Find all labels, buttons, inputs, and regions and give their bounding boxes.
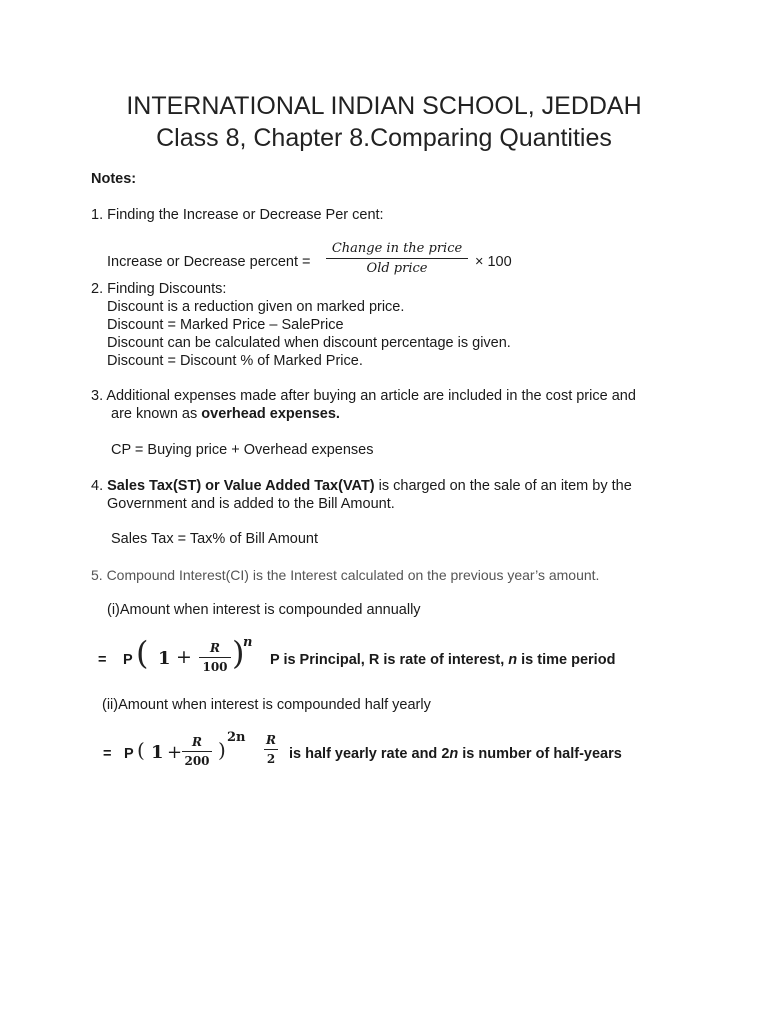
item3-line2 bbox=[111, 406, 340, 422]
half-denominator: 200 bbox=[184, 754, 210, 768]
item4-number: 4. bbox=[91, 478, 108, 494]
half-fraction bbox=[182, 735, 212, 768]
annual-one: 1 bbox=[158, 648, 171, 669]
item1-denominator: Old price bbox=[366, 261, 428, 276]
item2-line: Discount can be calculated when discount percentage is given. bbox=[107, 335, 511, 351]
item1-multiplier: × 100 bbox=[475, 254, 512, 270]
overhead-expenses-term: overhead expenses. bbox=[201, 406, 340, 422]
fraction-bar bbox=[199, 657, 231, 658]
close-paren: ) bbox=[218, 738, 226, 762]
item2-line: Discount is a reduction given on marked price. bbox=[107, 299, 405, 315]
item5-heading: 5. Compound Interest(CI) is the Interest calculated on the previous year’s amount. bbox=[91, 567, 600, 583]
item4-rest: is charged on the sale of an item by the bbox=[374, 478, 632, 494]
item2-heading: 2. Finding Discounts: bbox=[91, 281, 227, 297]
half-plus: + bbox=[167, 742, 183, 763]
annual-heading: (i)Amount when interest is compounded annually bbox=[107, 602, 421, 618]
item3-line2-prefix: are known as bbox=[111, 406, 202, 422]
item1-formula-lhs: Increase or Decrease percent = bbox=[107, 254, 311, 270]
annual-numerator: R bbox=[210, 641, 220, 655]
half-numerator: R bbox=[192, 735, 202, 749]
item4-formula: Sales Tax = Tax% of Bill Amount bbox=[111, 531, 319, 547]
item1-heading: 1. Finding the Increase or Decrease Per cent: bbox=[91, 207, 384, 223]
open-paren: ( bbox=[137, 738, 145, 762]
notes-label: Notes: bbox=[91, 171, 137, 187]
annual-denominator: 100 bbox=[202, 660, 228, 674]
open-paren: ( bbox=[136, 634, 149, 672]
half-desc-part: is half yearly rate and 2 bbox=[289, 746, 450, 762]
annual-p: P bbox=[123, 652, 133, 668]
half-desc-n: n bbox=[449, 746, 459, 762]
half-rate-fraction bbox=[264, 733, 278, 766]
annual-plus: + bbox=[176, 646, 192, 668]
annual-desc-n: n bbox=[508, 652, 518, 668]
half-rate-denominator: 2 bbox=[266, 752, 276, 766]
item3-line1: 3. Additional expenses made after buying an article are included in the cost price and bbox=[91, 388, 636, 404]
annual-desc-part: P is Principal, R is rate of interest, bbox=[270, 652, 509, 668]
item2-line: Discount = Marked Price – SalePrice bbox=[107, 317, 344, 333]
annual-desc-part: is time period bbox=[517, 652, 616, 668]
half-exponent: 2n bbox=[227, 730, 246, 745]
annual-fraction bbox=[199, 641, 231, 674]
half-rate-numerator: R bbox=[266, 733, 276, 747]
chapter-title: Class 8, Chapter 8.Comparing Quantities bbox=[156, 124, 612, 152]
half-p: P bbox=[124, 746, 134, 762]
half-desc-part: is number of half-years bbox=[458, 746, 622, 762]
item2-line: Discount = Discount % of Marked Price. bbox=[107, 353, 363, 369]
close-paren: ) bbox=[232, 634, 245, 672]
fraction-bar bbox=[182, 751, 212, 752]
annual-equals: = bbox=[98, 652, 107, 668]
fraction-bar bbox=[326, 258, 468, 259]
annual-description bbox=[270, 652, 615, 668]
item4-line2: Government and is added to the Bill Amount. bbox=[107, 496, 395, 512]
half-one: 1 bbox=[151, 742, 164, 763]
half-yearly-heading: (ii)Amount when interest is compounded half yearly bbox=[102, 697, 431, 713]
item4-line1 bbox=[91, 478, 632, 494]
half-equals: = bbox=[103, 746, 112, 762]
sales-tax-term: Sales Tax(ST) or Value Added Tax(VAT) bbox=[107, 478, 375, 494]
item1-numerator: Change in the price bbox=[331, 241, 463, 256]
half-description bbox=[289, 746, 622, 762]
annual-exponent: n bbox=[243, 635, 253, 650]
item1-fraction bbox=[326, 241, 468, 276]
item3-formula: CP = Buying price + Overhead expenses bbox=[111, 442, 374, 458]
school-name: INTERNATIONAL INDIAN SCHOOL, JEDDAH bbox=[126, 92, 642, 120]
fraction-bar bbox=[264, 749, 278, 750]
